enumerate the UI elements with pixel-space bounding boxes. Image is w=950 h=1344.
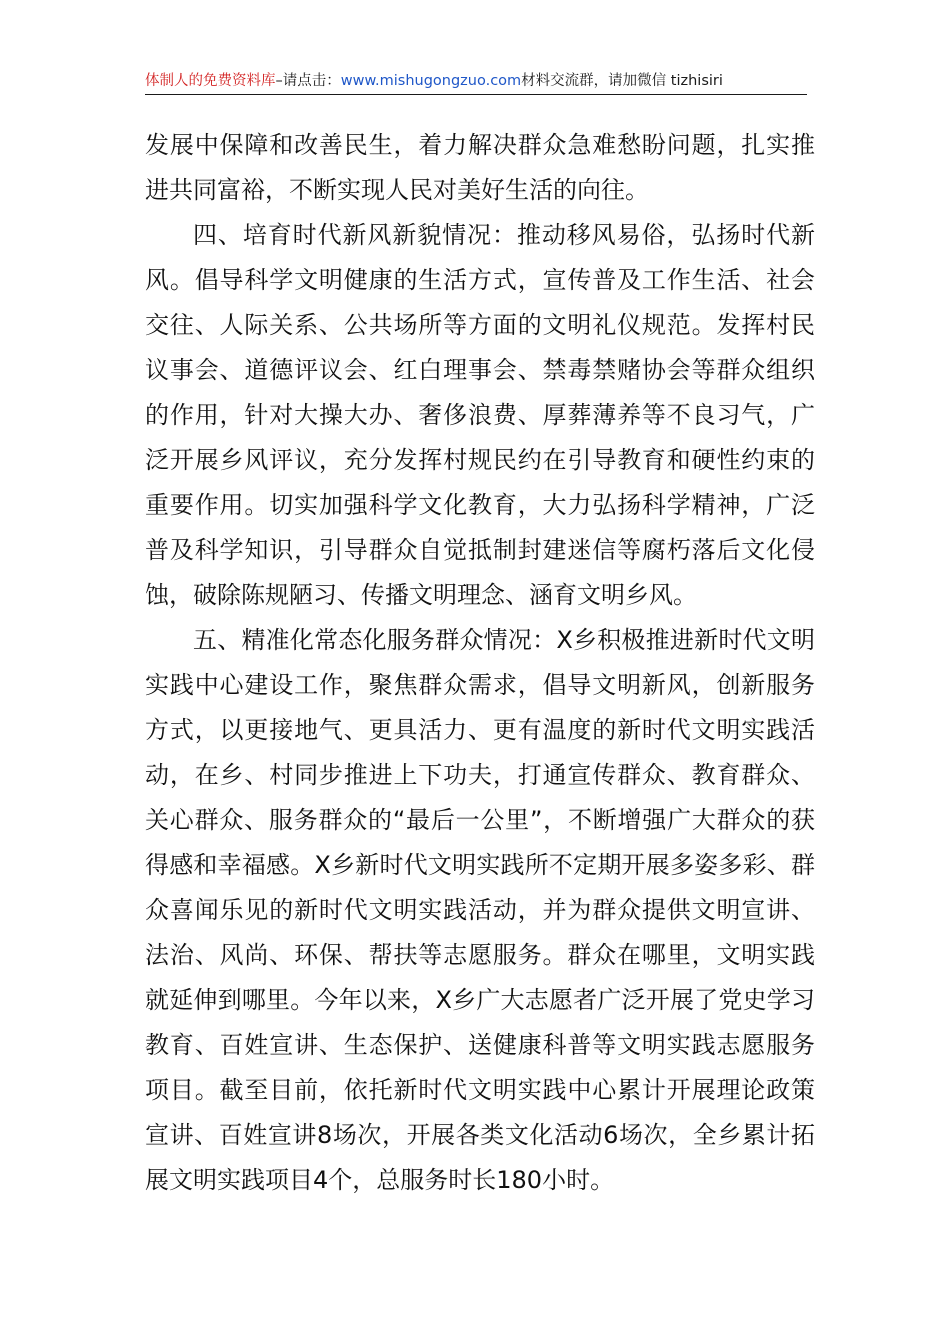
paragraph-section-five: 五、精准化常态化服务群众情况：X乡积极推进新时代文明实践中心建设工作，聚焦群众需求，倡导文明新风，创新服务方式，以更接地气、更具活力、更有温度的新时代文明实践活动，在乡、村同步推进上下功夫，打通宣传群众、教育群众、关心群众、服务群众的“最后一公里”，不断增强广大群众的获得感和幸福感。X乡新时代文明实践所不定期开展多姿多彩、群众喜闻乐见的新时代文明实践活动，并为群众提供文明宣讲、法治、风尚、环保、帮扶等志愿服务。群众在哪里，文明实践就延伸到哪里。今年以来，X乡广大志愿者广泛开展了党史学习教育、百姓宣讲、生态保护、送健康科普等文明实践志愿服务项目。截至目前，依托新时代文明实践中心累计开展理论政策宣讲、百姓宣讲8场次，开展各类文化活动6场次，全乡累计拓展文明实践项目4个，总服务时长180小时。: [145, 626, 815, 1194]
document-body: [145, 123, 815, 1203]
paragraph-continuation: 发展中保障和改善民生，着力解决群众急难愁盼问题，扎实推进共同富裕，不断实现人民对美好生活的向往。: [145, 131, 815, 204]
header-wechat-note: 材料交流群，请加微信 tizhisiri: [521, 73, 723, 89]
header-prompt: –请点击：: [275, 73, 341, 89]
header-brand: 体制人的免费资料库: [145, 73, 276, 89]
header-website-link[interactable]: www.mishugongzuo.com: [340, 73, 522, 89]
paragraph-section-four: 四、培育时代新风新貌情况：推动移风易俗，弘扬时代新风。倡导科学文明健康的生活方式，宣传普及工作生活、社会交往、人际关系、公共场所等方面的文明礼仪规范。发挥村民议事会、道德评议会、红白理事会、禁毒禁赌协会等群众组织的作用，针对大操大办、奢侈浪费、厚葬薄养等不良习气，广泛开展乡风评议，充分发挥村规民约在引导教育和硬性约束的重要作用。切实加强科学文化教育，大力弘扬科学精神，广泛普及科学知识，引导群众自觉抵制封建迷信等腐朽落后文化侵蚀，破除陈规陋习、传播文明理念、涵育文明乡风。: [145, 221, 815, 609]
page-header: [145, 70, 807, 95]
